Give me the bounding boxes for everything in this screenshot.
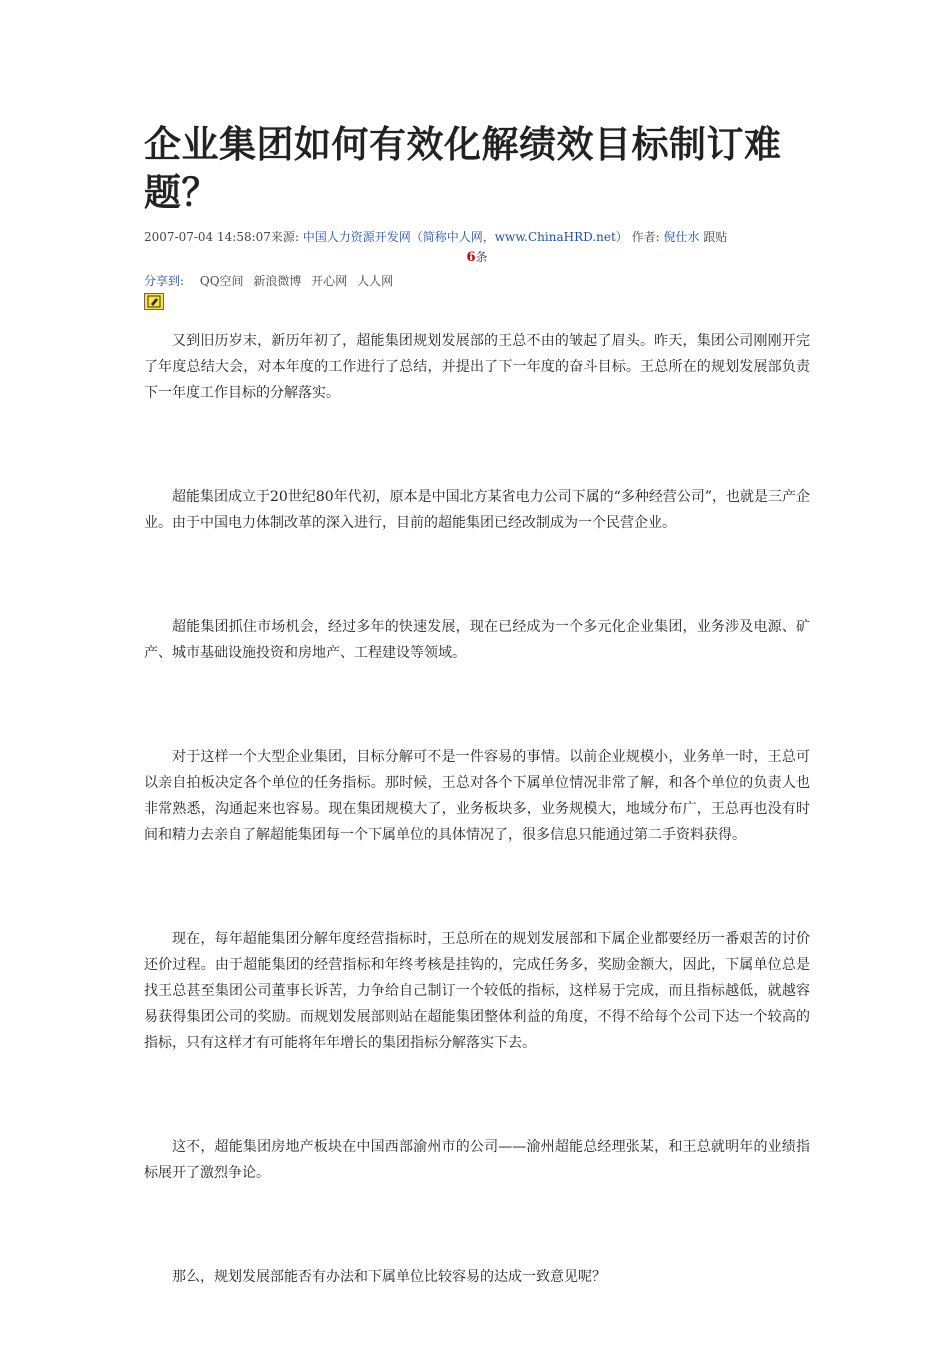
article-body — [144, 328, 810, 1290]
article-page — [144, 120, 810, 1368]
share-weibo-link[interactable]: 新浪微博 — [253, 274, 302, 288]
source-label: 来源: — [270, 230, 299, 244]
share-renren-link[interactable]: 人人网 — [357, 274, 394, 288]
paragraph: 对于这样一个大型企业集团，目标分解可不是一件容易的事情。以前企业规模小，业务单一时，王总可以亲自拍板决定各个单位的任务指标。那时候，王总对各个下属单位情况非常了解，和各个单位的负责人也非常熟悉，沟通起来也容易。现在集团规模大了，业务板块多，业务规模大，地域分布广，王总再也没有时间和精力去亲自了解超能集团每一个下属单位的具体情况了，很多信息只能通过第二手资料获得。 — [144, 749, 810, 843]
reply-count[interactable]: 6 — [466, 250, 476, 265]
share-bar — [144, 271, 810, 291]
reply-count-line — [144, 248, 810, 267]
share-qzone-link[interactable]: QQ空间 — [199, 274, 244, 288]
paragraph: 又到旧历岁末，新历年初了，超能集团规划发展部的王总不由的皱起了眉头。昨天，集团公司刚刚开完了年度总结大会，对本年度的工作进行了总结，并提出了下一年度的奋斗目标。王总所在的规划发展部负责下一年度工作目标的分解落实。 — [144, 333, 810, 401]
author-label: 作者: — [631, 230, 660, 244]
paragraph: 现在，每年超能集团分解年度经营指标时，王总所在的规划发展部和下属企业都要经历一番艰苦的讨价还价过程。由于超能集团的经营指标和年终考核是挂钩的，完成任务多，奖励金额大，因此，下属单位总是找王总甚至集团公司董事长诉苦，力争给自己制订一个较低的指标，这样易于完成，而且指标越低，就越容易获得集团公司的奖励。而规划发展部则站在超能集团整体利益的角度，不得不给每个公司下达一个较高的指标，只有这样才有可能将年年增长的集团指标分解落实下去。 — [144, 931, 810, 1051]
author-link[interactable]: 倪仕水 — [663, 230, 700, 244]
article-meta — [144, 224, 810, 250]
paragraph: 超能集团成立于20世纪80年代初，原本是中国北方某省电力公司下属的“多种经营公司”，也就是三产企业。由于中国电力体制改革的深入进行，目前的超能集团已经改制成为一个民营企业。 — [144, 489, 810, 531]
reply-prefix: 跟贴 — [703, 230, 728, 244]
paragraph: 超能集团抓住市场机会，经过多年的快速发展，现在已经成为一个多元化企业集团，业务涉及电源、矿产、城市基础设施投资和房地产、工程建设等领域。 — [144, 619, 810, 661]
paragraph: 这不，超能集团房地产板块在中国西部渝州市的公司——渝州超能总经理张某，和王总就明年的业绩指标展开了激烈争论。 — [144, 1139, 810, 1181]
source-link[interactable]: 中国人力资源开发网（简称中人网，www.ChinaHRD.net） — [302, 230, 628, 244]
article-title: 企业集团如何有效化解绩效目标制订难题？ — [144, 122, 782, 214]
paragraph: 那么，规划发展部能否有办法和下属单位比较容易的达成一致意见呢？ — [172, 1269, 606, 1285]
reply-suffix: 条 — [475, 250, 488, 264]
share-label: 分享到: — [144, 274, 185, 288]
share-kaixin-link[interactable]: 开心网 — [311, 274, 348, 288]
pen-badge-icon[interactable] — [144, 293, 164, 310]
publish-date: 2007-07-04 14:58:07 — [144, 230, 271, 244]
